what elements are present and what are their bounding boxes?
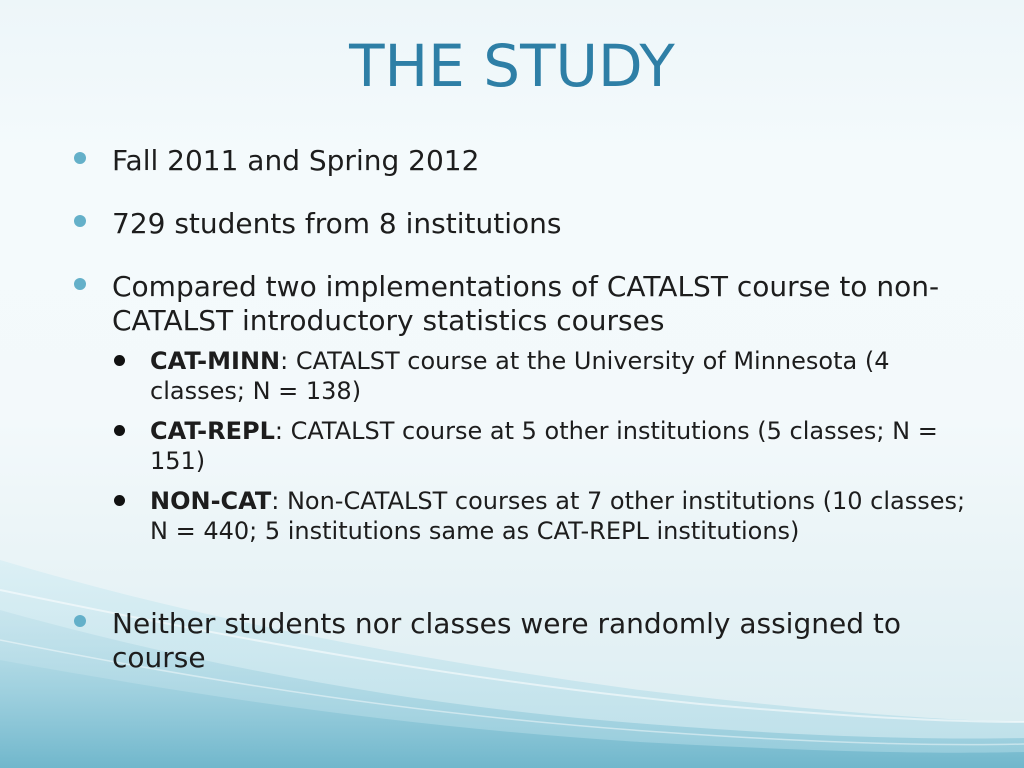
sub-bullet-term: CAT-REPL [150, 417, 275, 445]
bullet-dot-icon [74, 615, 86, 627]
sub-bullet-text: : Non-CATALST courses at 7 other institutions (10 classes; N = 440; 5 institutions same as CAT-REPL institutions) [150, 487, 966, 545]
sub-bullet-text: : CATALST course at the University of Minnesota (4 classes; N = 138) [150, 347, 890, 405]
sub-bullet-item-non-cat [150, 486, 970, 546]
sub-bullet-dot-icon [114, 355, 125, 366]
bullet-item-assignment [112, 607, 972, 675]
bullet-dot-icon [74, 278, 86, 290]
bullet-text: Fall 2011 and Spring 2012 [112, 144, 480, 177]
bullet-dot-icon [74, 152, 86, 164]
sub-bullet-text: : CATALST course at 5 other institutions (5 classes; N = 151) [150, 417, 938, 475]
bullet-text: Compared two implementations of CATALST course to non-CATALST introductory statistics courses [112, 270, 940, 337]
bullet-item-students [112, 207, 972, 241]
bullet-item-comparison [112, 270, 972, 338]
sub-bullet-dot-icon [114, 495, 125, 506]
bullet-text: Neither students nor classes were randomly assigned to course [112, 607, 901, 674]
sub-bullet-term: NON-CAT [150, 487, 272, 515]
sub-bullet-term: CAT-MINN [150, 347, 281, 375]
slide-title: THE STUDY [349, 32, 675, 100]
bullet-text: 729 students from 8 institutions [112, 207, 562, 240]
sub-bullet-dot-icon [114, 425, 125, 436]
bullet-item-dates [112, 144, 972, 178]
sub-bullet-item-cat-minn [150, 346, 970, 406]
sub-bullet-item-cat-repl [150, 416, 970, 476]
bullet-dot-icon [74, 215, 86, 227]
